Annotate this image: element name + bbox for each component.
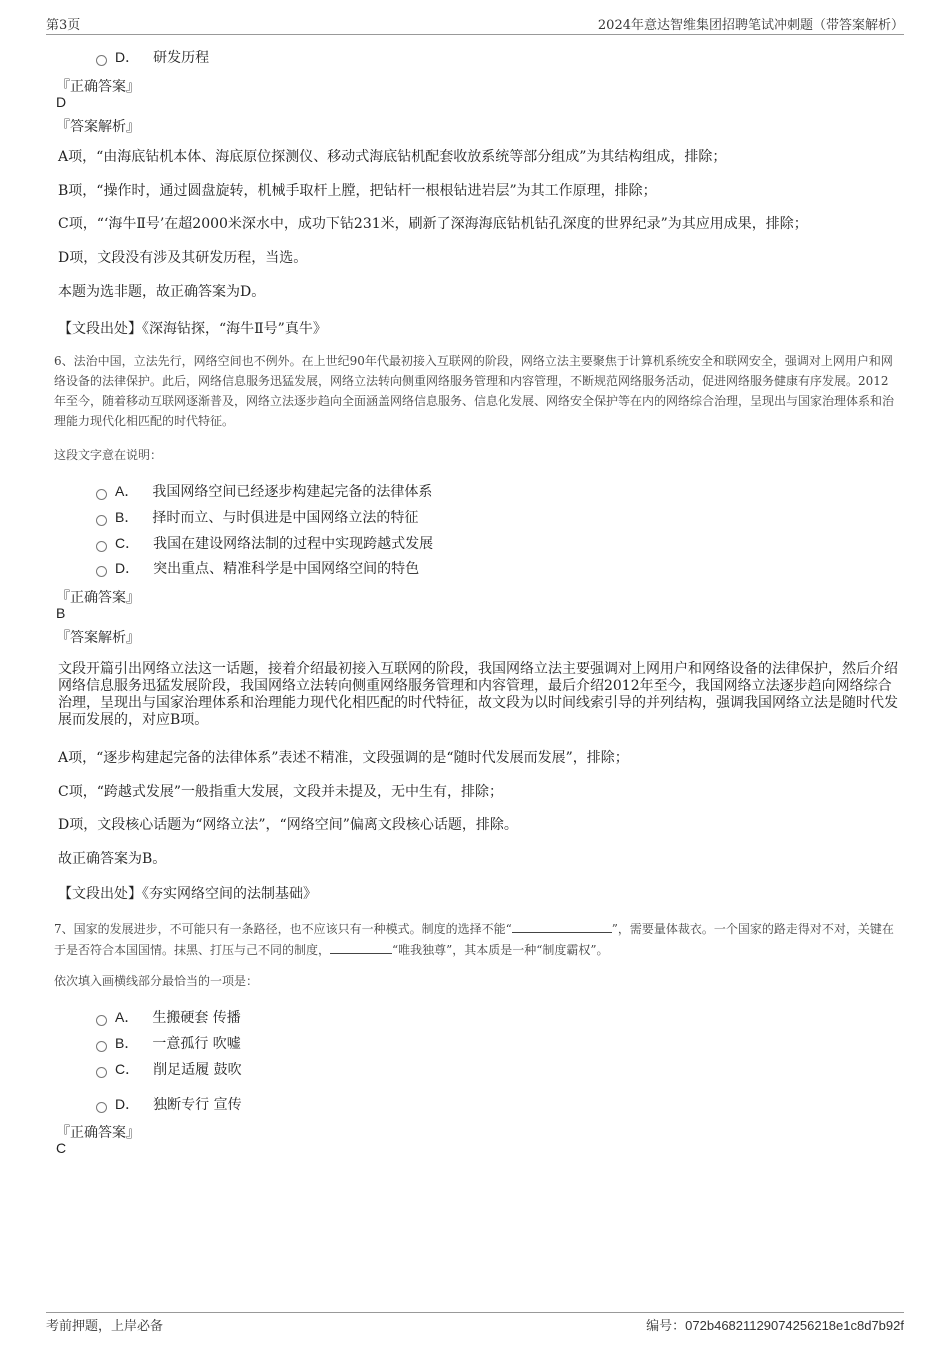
q6-option-a[interactable]: A． 我国网络空间已经逐步构建起完备的法律体系 xyxy=(96,481,432,501)
radio-icon[interactable] xyxy=(96,1102,107,1113)
q6-analysis-label: 『答案解析』 xyxy=(56,630,140,646)
q7-option-d[interactable]: D． 独断专行 宣传 xyxy=(96,1094,242,1114)
q7-option-b[interactable]: B． 一意孤行 吹嘘 xyxy=(96,1033,241,1053)
q6-analysis-c: C项，“跨越式发展”一般指重大发展，文段并未提及，无中生有，排除； xyxy=(58,784,504,800)
q6-analysis-a: A项，“逐步构建起完备的法律体系”表述不精准，文段强调的是“随时代发展而发展”，排除； xyxy=(58,750,629,766)
q5-answer-label: 『正确答案』 xyxy=(56,79,140,95)
q6-source: 【文段出处】《夯实网络空间的法制基础》 xyxy=(58,886,317,902)
q6-option-b[interactable]: B． 择时而立、与时俱进是中国网络立法的特征 xyxy=(96,507,418,527)
radio-icon[interactable] xyxy=(96,1015,107,1026)
q7-prompt: 依次填入画横线部分最恰当的一项是： xyxy=(54,974,259,988)
radio-icon[interactable] xyxy=(96,1067,107,1078)
q5-analysis-conclusion: 本题为选非题，故正确答案为D。 xyxy=(58,284,266,300)
q6-option-c[interactable]: C． 我国在建设网络法制的过程中实现跨越式发展 xyxy=(96,533,433,553)
q6-analysis-conclusion: 故正确答案为B。 xyxy=(58,851,167,867)
q6-option-d[interactable]: D． 突出重点、精准科学是中国网络空间的特色 xyxy=(96,558,419,578)
q5-analysis-label: 『答案解析』 xyxy=(56,119,140,135)
q6-answer-label: 『正确答案』 xyxy=(56,590,140,606)
radio-icon[interactable] xyxy=(96,541,107,552)
radio-icon[interactable] xyxy=(96,55,107,66)
radio-icon[interactable] xyxy=(96,515,107,526)
q5-analysis-a: A项，“由海底钻机本体、海底原位探测仪、移动式海底钻机配套收放系统等部分组成”为其结构组成，排除； xyxy=(58,149,727,165)
footer-slogan: 考前押题，上岸必备 xyxy=(46,1319,164,1334)
q6-analysis-d: D项，文段核心话题为“网络立法”，“网络空间”偏离文段核心话题，排除。 xyxy=(58,817,518,833)
q5-analysis-b: B项，“操作时，通过圆盘旋转，机械手取杆上膛，把钻杆一根根钻进岩层”为其工作原理，排除； xyxy=(58,183,657,199)
q5-analysis-c: C项，“‘海牛Ⅱ号’在超2000米深水中，成功下钻231米，刷新了深海海底钻机钻孔深度的世界纪录”为其应用成果，排除； xyxy=(58,216,808,232)
q5-option-d[interactable]: D． 研发历程 xyxy=(96,47,209,67)
document-code: 编号：072b46821129074256218e1c8d7b92f xyxy=(646,1318,904,1334)
q7-question-text: 7、国家的发展进步，不可能只有一条路径，也不应该只有一种模式。制度的选择不能“ ”，需要量体裁衣。一个国家的路走得对不对，关键在于是否符合本国国情。抹黑、打压与己不同的制度， “唯我独尊”，其本质是一种“制度霸权”。 xyxy=(54,918,900,960)
document-title: 2024年意达智维集团招聘笔试冲刺题（带答案解析） xyxy=(597,18,904,33)
q5-source: 【文段出处】《深海钻探，“海牛Ⅱ号”真牛》 xyxy=(58,321,327,337)
radio-icon[interactable] xyxy=(96,566,107,577)
fill-blank-2[interactable] xyxy=(330,939,392,954)
q5-answer: D xyxy=(56,94,67,110)
q6-prompt: 这段文字意在说明： xyxy=(54,448,163,462)
radio-icon[interactable] xyxy=(96,1041,107,1052)
page-number: 第3页 xyxy=(46,18,81,33)
q5-analysis-d: D项，文段没有涉及其研发历程，当选。 xyxy=(58,250,308,266)
q7-answer-label: 『正确答案』 xyxy=(56,1125,140,1141)
fill-blank-1[interactable] xyxy=(512,918,612,933)
page-header xyxy=(46,14,904,35)
page-footer xyxy=(46,1312,904,1335)
q7-option-c[interactable]: C． 削足适履 鼓吹 xyxy=(96,1059,242,1079)
q7-option-a[interactable]: A． 生搬硬套 传播 xyxy=(96,1007,241,1027)
q6-analysis-main: 文段开篇引出网络立法这一话题，接着介绍最初接入互联网的阶段，我国网络立法主要强调对上网用户和网络设备的法律保护，然后介绍网络信息服务迅猛发展阶段，我国网络立法转向侧重网络服务管理和内容管理，最后介绍2012年至今，我国网络立法逐步趋向网络综合治理，呈现出与国家治理体系和治理能力现代化相匹配的时代特征，故文段为以时间线索引导的并列结构，强调我国网络立法是随时代发展而发展的，对应B项。 xyxy=(58,661,898,728)
q6-question-text: 6、法治中国，立法先行，网络空间也不例外。在上世纪90年代最初接入互联网的阶段，网络立法主要聚焦于计算机系统安全和联网安全，强调对上网用户和网络设备的法律保护。此后，网络信息服务迅猛发展，网络立法转向侧重网络服务管理和内容管理，不断规范网络服务活动，促进网络服务健康有序发展。2012年至今，随着移动互联网逐渐普及，网络立法逐步趋向全面涵盖网络信息服务、信息化发展、网络安全保护等在内的网络综合治理，呈现出与国家治理体系和治理能力现代化相匹配的时代特征。 xyxy=(54,354,895,428)
radio-icon[interactable] xyxy=(96,489,107,500)
q6-answer: B xyxy=(56,605,66,621)
q7-answer: C xyxy=(56,1140,67,1156)
